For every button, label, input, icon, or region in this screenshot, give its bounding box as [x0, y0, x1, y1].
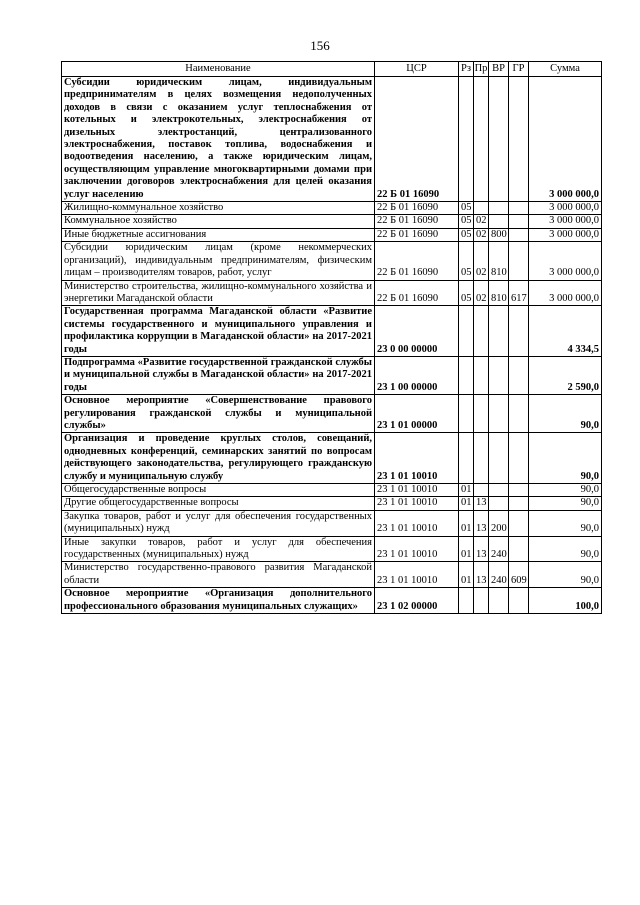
row-name: Субсидии юридическим лицам (кроме некоммерческих организаций), индивидуальным предпринимателям, физическим лицам – производителям товаров, работ, услуг: [62, 242, 375, 280]
row-vr: 240: [489, 562, 509, 588]
row-sum: 90,0: [529, 562, 602, 588]
row-pr: 02: [474, 242, 489, 280]
row-csr: 22 Б 01 16090: [375, 242, 459, 280]
row-rz: [459, 588, 474, 614]
row-pr: [474, 306, 489, 357]
header-sum: Сумма: [529, 62, 602, 77]
row-vr: [489, 215, 509, 228]
row-csr: 23 1 01 10010: [375, 497, 459, 510]
row-rz: [459, 306, 474, 357]
row-pr: 13: [474, 562, 489, 588]
table-row: [62, 562, 602, 588]
row-csr: 22 Б 01 16090: [375, 77, 459, 202]
row-pr: [474, 395, 489, 433]
row-rz: [459, 77, 474, 202]
row-gr: [509, 242, 529, 280]
row-pr: [474, 484, 489, 497]
row-name: Общегосударственные вопросы: [62, 484, 375, 497]
row-rz: [459, 433, 474, 484]
row-sum: 90,0: [529, 395, 602, 433]
header-rz: Рз: [459, 62, 474, 77]
row-gr: [509, 356, 529, 394]
row-sum: 90,0: [529, 497, 602, 510]
row-name: Организация и проведение круглых столов, совещаний, однодневных конференций, семинарских занятий по вопросам действующего законодательства, регулирующего гражданскую службу и муниципальную службу: [62, 433, 375, 484]
row-rz: 01: [459, 497, 474, 510]
row-pr: 13: [474, 497, 489, 510]
row-name: Закупка товаров, работ и услуг для обеспечения государственных (муниципальных) нужд: [62, 510, 375, 536]
row-pr: [474, 356, 489, 394]
row-gr: [509, 228, 529, 241]
row-csr: 23 1 01 10010: [375, 433, 459, 484]
row-vr: [489, 395, 509, 433]
row-csr: 23 1 01 10010: [375, 484, 459, 497]
row-sum: 4 334,5: [529, 306, 602, 357]
row-vr: 800: [489, 228, 509, 241]
table-row: [62, 202, 602, 215]
row-rz: 01: [459, 510, 474, 536]
row-pr: 02: [474, 228, 489, 241]
row-rz: 05: [459, 228, 474, 241]
row-rz: 01: [459, 484, 474, 497]
row-gr: [509, 202, 529, 215]
row-vr: 200: [489, 510, 509, 536]
row-sum: 90,0: [529, 484, 602, 497]
row-name: Основное мероприятие «Совершенствование правового регулирования гражданской службы и муниципальной службы»: [62, 395, 375, 433]
row-sum: 3 000 000,0: [529, 242, 602, 280]
row-vr: [489, 306, 509, 357]
header-vr: ВР: [489, 62, 509, 77]
row-sum: 90,0: [529, 433, 602, 484]
row-name: Иные закупки товаров, работ и услуг для обеспечения государственных (муниципальных) нужд: [62, 536, 375, 562]
budget-table: [61, 61, 602, 614]
header-pr: Пр: [474, 62, 489, 77]
row-pr: 13: [474, 510, 489, 536]
row-csr: 22 Б 01 16090: [375, 202, 459, 215]
row-name: Подпрограмма «Развитие государственной гражданской службы и муниципальной службы в Магаданской области» на 2017-2021 годы: [62, 356, 375, 394]
row-name: Министерство строительства, жилищно-коммунального хозяйства и энергетики Магаданской области: [62, 280, 375, 306]
table-header-row: [62, 62, 602, 77]
row-name: Министерство государственно-правового развития Магаданской области: [62, 562, 375, 588]
table-row: [62, 356, 602, 394]
row-pr: [474, 588, 489, 614]
row-sum: 3 000 000,0: [529, 202, 602, 215]
table-row: [62, 484, 602, 497]
row-name: Субсидии юридическим лицам, индивидуальным предпринимателям в целях возмещения недополученных доходов в связи с оказанием услуг теплоснабжения от котельных и электрокотельных, электроснабжения от дизельных электростанций, централизованного электроснабжения, поставок топлива, водоснабжения и водоотведения населению, а также юридическим лицам, осуществляющим управление многоквартирными домами при заключении договоров электроснабжения для целей оказания услуг населению: [62, 77, 375, 202]
row-pr: 02: [474, 215, 489, 228]
row-vr: 810: [489, 242, 509, 280]
row-name: Коммунальное хозяйство: [62, 215, 375, 228]
row-sum: 100,0: [529, 588, 602, 614]
row-name: Государственная программа Магаданской области «Развитие системы государственного и муниципального управления и профилактика коррупции в Магаданской области» на 2017-2021 годы: [62, 306, 375, 357]
row-rz: [459, 395, 474, 433]
row-vr: [489, 588, 509, 614]
row-rz: 05: [459, 280, 474, 306]
row-csr: 22 Б 01 16090: [375, 215, 459, 228]
row-csr: 23 0 00 00000: [375, 306, 459, 357]
row-name: Иные бюджетные ассигнования: [62, 228, 375, 241]
row-csr: 23 1 01 10010: [375, 562, 459, 588]
row-name: Жилищно-коммунальное хозяйство: [62, 202, 375, 215]
row-gr: [509, 588, 529, 614]
table-row: [62, 280, 602, 306]
row-vr: [489, 356, 509, 394]
row-sum: 3 000 000,0: [529, 228, 602, 241]
row-gr: [509, 215, 529, 228]
row-vr: [489, 77, 509, 202]
row-name: Другие общегосударственные вопросы: [62, 497, 375, 510]
row-gr: [509, 395, 529, 433]
table-row: [62, 588, 602, 614]
row-rz: 05: [459, 215, 474, 228]
row-csr: 23 1 00 00000: [375, 356, 459, 394]
row-gr: [509, 484, 529, 497]
row-sum: 3 000 000,0: [529, 215, 602, 228]
row-rz: [459, 356, 474, 394]
row-pr: [474, 77, 489, 202]
table-row: [62, 306, 602, 357]
table-row: [62, 433, 602, 484]
row-gr: [509, 433, 529, 484]
row-sum: 3 000 000,0: [529, 77, 602, 202]
row-gr: [509, 536, 529, 562]
row-vr: [489, 484, 509, 497]
row-vr: [489, 433, 509, 484]
row-gr: [509, 510, 529, 536]
row-rz: 05: [459, 202, 474, 215]
table-row: [62, 77, 602, 202]
row-sum: 2 590,0: [529, 356, 602, 394]
row-csr: 23 1 01 00000: [375, 395, 459, 433]
row-vr: [489, 497, 509, 510]
table-row: [62, 497, 602, 510]
row-gr: 609: [509, 562, 529, 588]
row-csr: 23 1 01 10010: [375, 510, 459, 536]
row-name: Основное мероприятие «Организация дополнительного профессионального образования муниципальных служащих»: [62, 588, 375, 614]
row-sum: 90,0: [529, 536, 602, 562]
row-gr: [509, 497, 529, 510]
row-pr: [474, 433, 489, 484]
table-row: [62, 228, 602, 241]
table-row: [62, 536, 602, 562]
header-gr: ГР: [509, 62, 529, 77]
page-number: 156: [310, 38, 330, 53]
row-gr: [509, 77, 529, 202]
row-csr: 22 Б 01 16090: [375, 280, 459, 306]
row-csr: 22 Б 01 16090: [375, 228, 459, 241]
header-csr: ЦСР: [375, 62, 459, 77]
table-row: [62, 242, 602, 280]
row-vr: 240: [489, 536, 509, 562]
row-sum: 90,0: [529, 510, 602, 536]
row-rz: 01: [459, 536, 474, 562]
row-vr: [489, 202, 509, 215]
row-pr: [474, 202, 489, 215]
table-row: [62, 395, 602, 433]
table-row: [62, 510, 602, 536]
row-rz: 05: [459, 242, 474, 280]
row-csr: 23 1 01 10010: [375, 536, 459, 562]
header-name: Наименование: [62, 62, 375, 77]
row-sum: 3 000 000,0: [529, 280, 602, 306]
row-rz: 01: [459, 562, 474, 588]
row-gr: 617: [509, 280, 529, 306]
row-vr: 810: [489, 280, 509, 306]
row-pr: 13: [474, 536, 489, 562]
row-csr: 23 1 02 00000: [375, 588, 459, 614]
row-gr: [509, 306, 529, 357]
row-pr: 02: [474, 280, 489, 306]
table-row: [62, 215, 602, 228]
